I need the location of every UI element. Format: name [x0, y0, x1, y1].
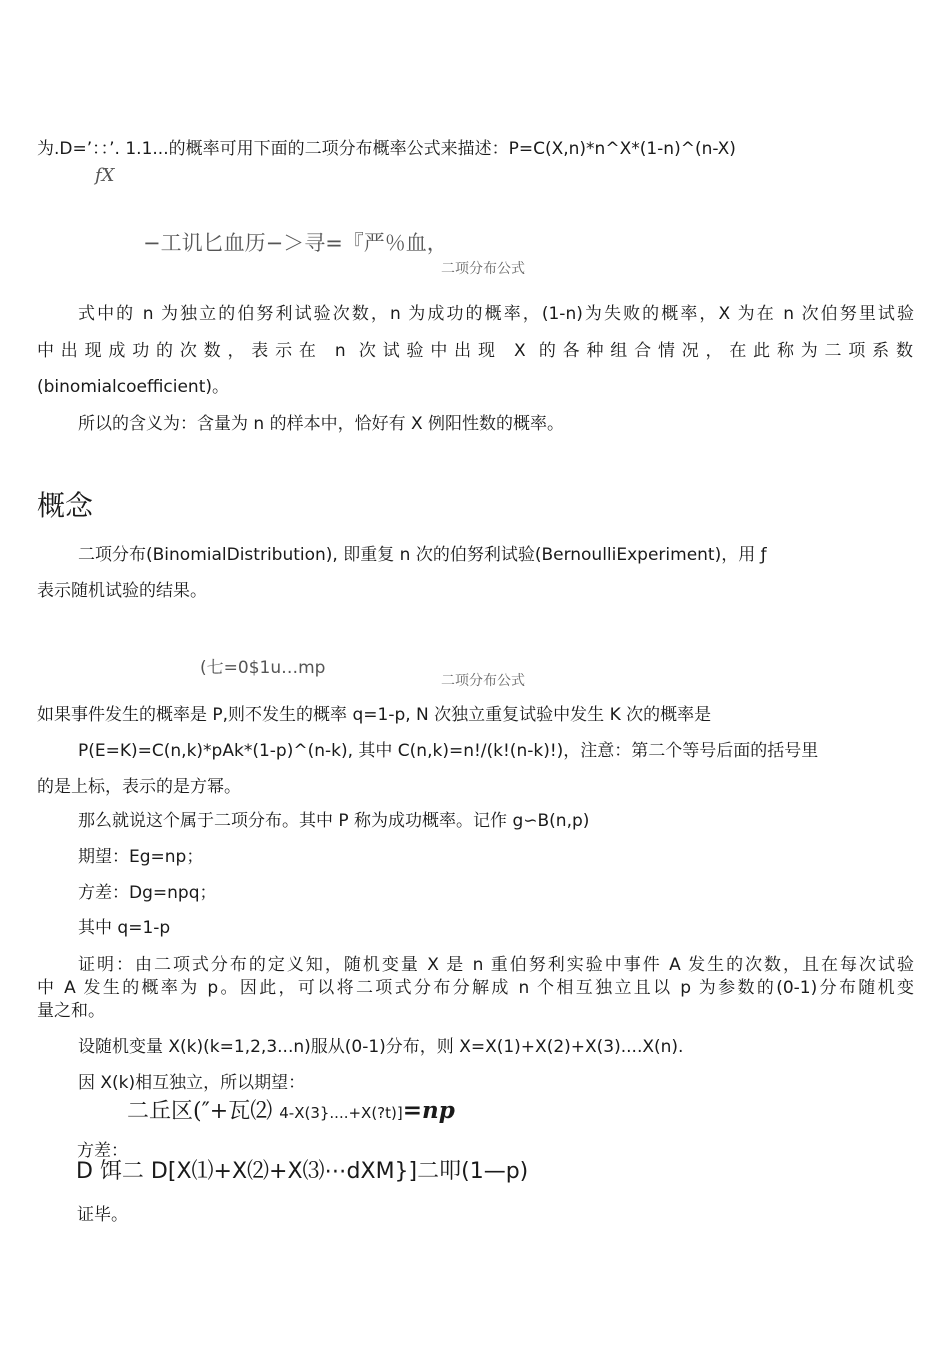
formula-fragment: fX — [95, 165, 115, 186]
proof-line-3: 量之和。 — [37, 1001, 105, 1021]
expectation-formula-part-1: 二丘区(″+瓦⑵ — [127, 1099, 280, 1124]
paragraph-definition-line-1: 式中的 n 为独立的伯努利试验次数，n 为成功的概率，(1-n)为失败的概率，X 为在 n 次伯努里试验 — [78, 304, 914, 324]
paragraph-meaning: 所以的含义为：含量为 n 的样本中，恰好有 X 例阳性数的概率。 — [78, 414, 565, 434]
proof-complete: 证毕。 — [77, 1205, 128, 1225]
binomial-formula-2-garbled: (七=0$1u…mp — [200, 658, 326, 678]
proof-line-2: 中 A 发生的概率为 p。因此，可以将二项式分布分解成 n 个相互独立且以 p 为参数的(0-1)分布随机变 — [37, 978, 914, 998]
expectation-formula-part-2: 4-X(3}....+X(?t)] — [279, 1104, 403, 1122]
paragraph-formula-line-1: P(E=K)=C(n,k)*pAk*(1-p)^(n-k), 其中 C(n,k)=n!/(k!(n-k)!)，注意：第二个等号后面的括号里 — [78, 741, 819, 761]
proof-line-1: 证明：由二项式分布的定义知，随机变量 X 是 n 重伯努利实验中事件 A 发生的次数，且在每次试验 — [78, 955, 914, 975]
section-heading: 概念 — [37, 489, 94, 522]
variance-formula: D 饵二 D[X⑴+X⑵+X⑶⋯dXM}]二叩(1—p) — [76, 1159, 529, 1184]
paragraph-concept-line-2: 表示随机试验的结果。 — [37, 581, 207, 601]
variance-label: 方差： — [77, 1141, 128, 1161]
paragraph-formula-line-2: 的是上标，表示的是方幂。 — [37, 777, 241, 797]
paragraph-concept-line-1: 二项分布(BinomialDistribution), 即重复 n 次的伯努利试验(BernoulliExperiment)，用 ƒ — [78, 545, 767, 565]
paragraph-definition-line-2: 中出现成功的次数，表示在 n 次试验中出现 X 的各种组合情况，在此称为二项系数 — [37, 341, 914, 361]
variance-line: 方差：Dg=npq； — [78, 883, 217, 903]
expectation-line: 期望：Eg=np； — [78, 847, 204, 867]
expectation-formula-part-3: =np — [402, 1097, 455, 1124]
paragraph-notation: 那么就说这个属于二项分布。其中 P 称为成功概率。记作 g∽B(n,p) — [78, 811, 590, 831]
expectation-formula — [127, 1097, 455, 1127]
independence-line: 因 X(k)相互独立，所以期望： — [78, 1073, 306, 1093]
paragraph-definition-line-3: (binomialcoefficient)。 — [37, 377, 229, 397]
random-variable-line: 设随机变量 X(k)(k=1,2,3...n)服从(0-1)分布，则 X=X(1)+X(2)+X(3)....X(n). — [78, 1037, 684, 1057]
paragraph-probability: 如果事件发生的概率是 P,则不发生的概率 q=1-p, N 次独立重复试验中发生 K 次的概率是 — [37, 705, 712, 725]
binomial-formula-garbled: −工讥匕血历−＞寻=『严％血， — [143, 231, 448, 255]
q-definition-line: 其中 q=1-p — [78, 918, 171, 938]
formula-intro-line: 为.D=’：：’. 1.1...的概率可用下面的二项分布概率公式来描述：P=C(X,n)*n^X*(1-n)^(n-X) — [37, 139, 736, 159]
formula-caption-1: 二项分布公式 — [441, 261, 525, 277]
formula-caption-2: 二项分布公式 — [441, 673, 525, 689]
